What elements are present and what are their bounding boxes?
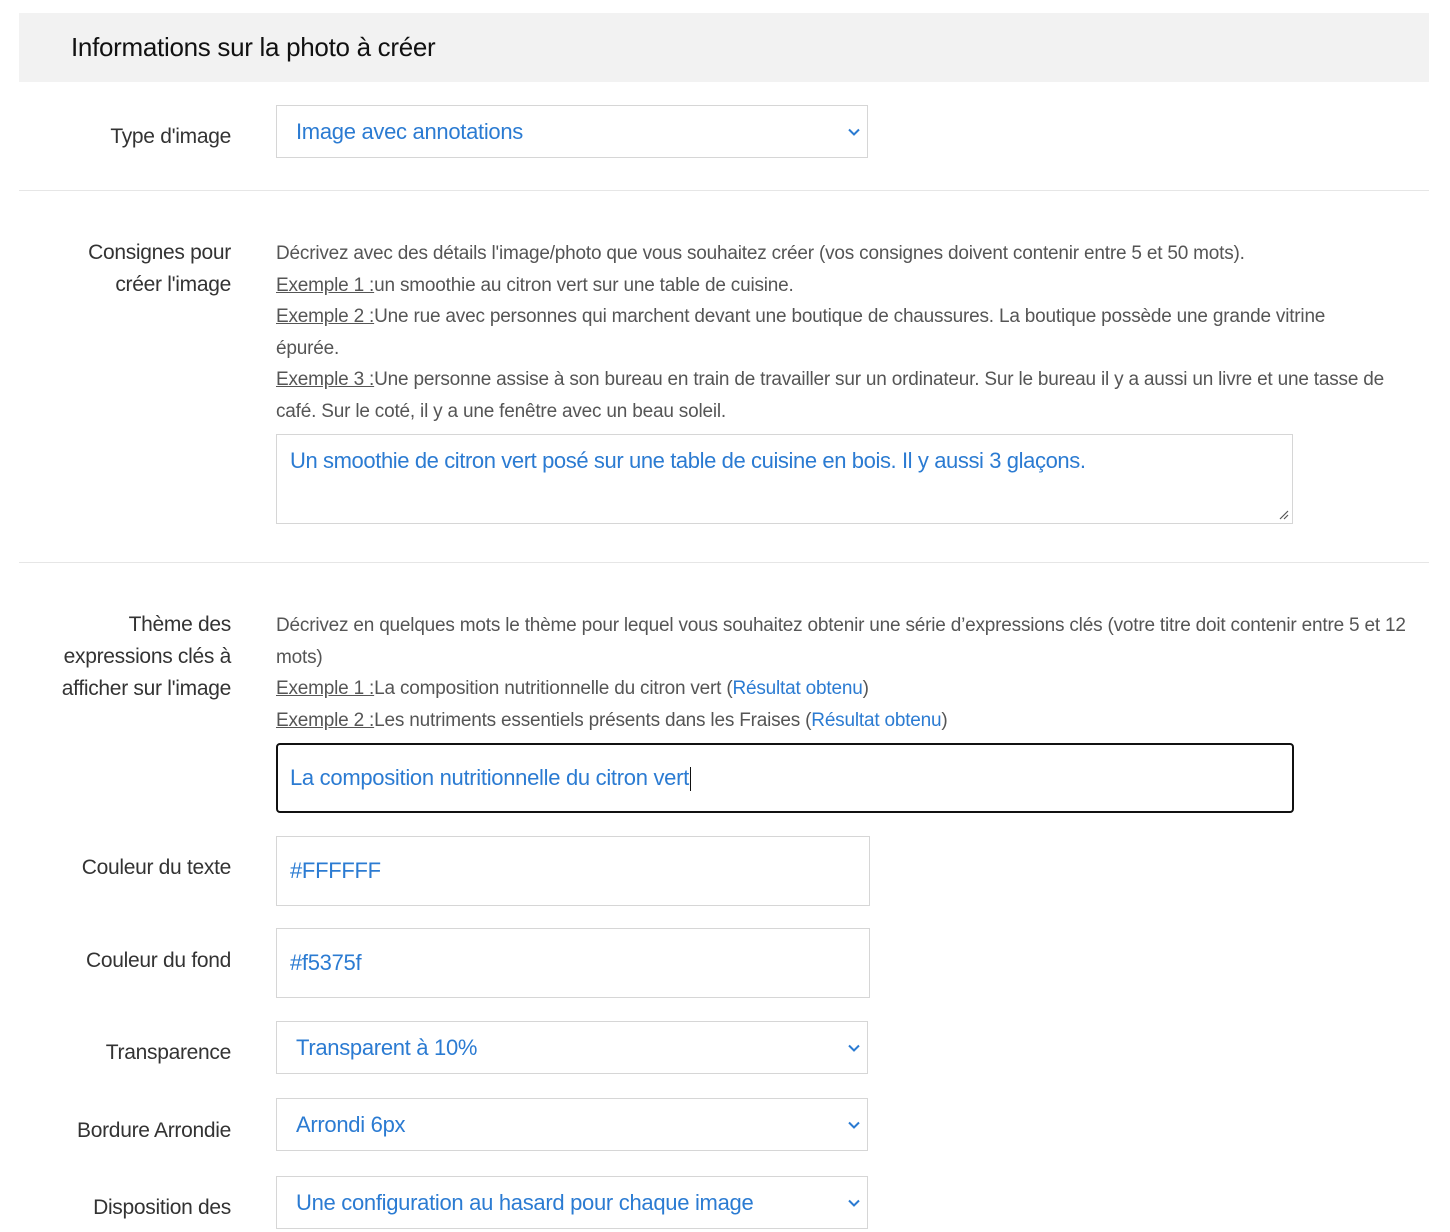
consignes-example-1	[276, 270, 1416, 302]
couleur-fond-label: Couleur du fond	[86, 949, 231, 972]
example-text: La composition nutritionnelle du citron vert (	[374, 678, 733, 700]
transparence-label: Transparence	[105, 1041, 231, 1064]
divider	[19, 562, 1429, 563]
chevron-down-icon	[847, 125, 861, 139]
result-link[interactable]: Résultat obtenu	[732, 678, 863, 700]
example-close: )	[862, 678, 869, 700]
transparence-select[interactable]	[276, 1021, 868, 1074]
example-text: Une personne assise à son bureau en train de travailler sur un ordinateur. Sur le bureau il y a aussi un livre et une tasse de café. Sur le coté, il y a une fenêtre avec un beau soleil.	[276, 369, 1384, 422]
example-tag: Exemple 2 :	[276, 709, 375, 731]
theme-value-text: La composition nutritionnelle du citron vert	[290, 765, 689, 790]
bordure-select[interactable]	[276, 1098, 868, 1151]
theme-label-line: afficher sur l'image	[61, 677, 231, 700]
example-tag: Exemple 1 :	[276, 678, 375, 700]
section-header	[19, 13, 1429, 82]
example-tag: Exemple 2 :	[276, 306, 375, 328]
example-tag: Exemple 1 :	[276, 274, 375, 296]
consignes-example-2	[276, 301, 1366, 364]
disposition-value: Une configuration au hasard pour chaque image	[296, 1190, 754, 1215]
couleur-texte-value: #FFFFFF	[290, 858, 381, 883]
consignes-label-line: créer l'image	[115, 273, 231, 296]
text-caret	[690, 767, 691, 791]
section-title: Informations sur la photo à créer	[71, 32, 436, 62]
consignes-label	[88, 237, 231, 301]
consignes-textarea[interactable]	[276, 434, 1293, 524]
consignes-intro: Décrivez avec des détails l'image/photo que vous souhaitez créer (vos consignes doivent contenir entre 5 et 50 mots).	[276, 243, 1245, 264]
chevron-down-icon	[847, 1196, 861, 1210]
theme-input[interactable]	[276, 743, 1294, 813]
couleur-fond-input[interactable]	[276, 928, 870, 998]
type-image-label: Type d'image	[110, 125, 231, 148]
theme-help	[276, 610, 1421, 736]
bordure-label: Bordure Arrondie	[77, 1119, 231, 1142]
theme-example-2	[276, 705, 1421, 737]
example-tag: Exemple 3 :	[276, 369, 375, 391]
theme-value	[290, 745, 691, 811]
couleur-fond-value: #f5375f	[290, 950, 362, 975]
theme-label-line: expressions clés à	[63, 645, 231, 668]
theme-intro: Décrivez en quelques mots le thème pour lequel vous souhaitez obtenir une série d’expressions clés (votre titre doit contenir entre 5 et 12 mots)	[276, 615, 1406, 668]
consignes-help	[276, 238, 1416, 428]
example-text: un smoothie au citron vert sur une table de cuisine.	[374, 274, 794, 296]
example-text: Les nutriments essentiels présents dans les Fraises (	[374, 709, 812, 731]
example-text: Une rue avec personnes qui marchent devant une boutique de chaussures. La boutique possède une grande vitrine épurée.	[276, 306, 1326, 359]
example-close: )	[941, 709, 948, 731]
bordure-value: Arrondi 6px	[296, 1112, 406, 1137]
type-image-value: Image avec annotations	[296, 119, 523, 144]
transparence-value: Transparent à 10%	[296, 1035, 478, 1060]
consignes-value: Un smoothie de citron vert posé sur une table de cuisine en bois. Il y aussi 3 glaçons.	[290, 448, 1086, 473]
chevron-down-icon	[847, 1041, 861, 1055]
type-image-select[interactable]	[276, 105, 868, 158]
couleur-texte-input[interactable]	[276, 836, 870, 906]
consignes-example-3	[276, 364, 1411, 427]
result-link[interactable]: Résultat obtenu	[811, 709, 942, 731]
divider	[19, 190, 1429, 191]
theme-label	[62, 609, 231, 705]
disposition-label: Disposition des	[93, 1196, 231, 1219]
resize-grip-icon[interactable]	[1277, 508, 1289, 520]
couleur-texte-label: Couleur du texte	[81, 856, 231, 879]
chevron-down-icon	[847, 1118, 861, 1132]
theme-label-line: Thème des	[128, 613, 231, 636]
consignes-label-line: Consignes pour	[88, 241, 231, 264]
disposition-select[interactable]	[276, 1176, 868, 1229]
theme-example-1	[276, 673, 1421, 705]
